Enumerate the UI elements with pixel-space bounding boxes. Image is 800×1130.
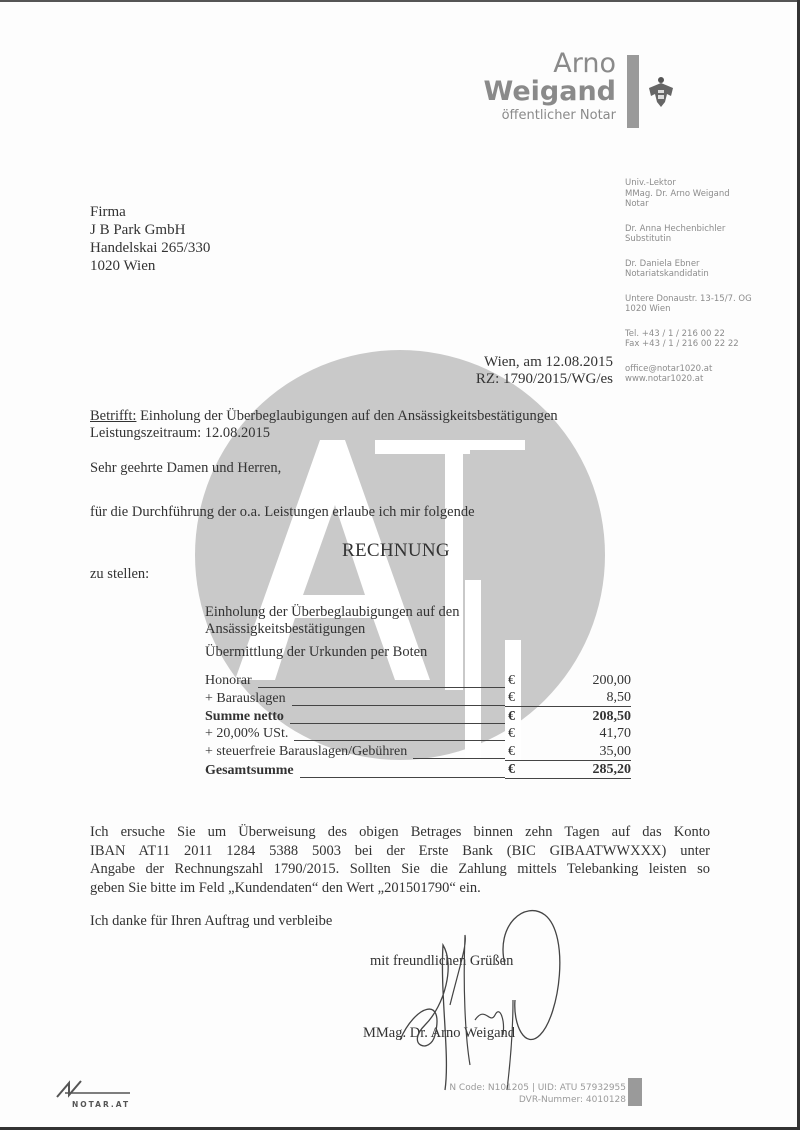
recipient-line: J B Park GmbH	[90, 222, 186, 238]
to-issue-text: zu stellen:	[90, 566, 150, 582]
sidebar-line: Substitutin	[625, 234, 672, 244]
calc-amount: 285,20	[522, 760, 631, 779]
payment-paragraph	[90, 823, 710, 897]
intro-text: für die Durchführung der o.a. Leistungen erlaube ich mir folgende	[90, 504, 475, 520]
sidebar-group-web	[625, 364, 752, 385]
date-reference-block	[476, 354, 613, 388]
recipient-line: Firma	[90, 204, 126, 220]
calc-fill-line	[290, 723, 505, 724]
invoice-calculation-table	[205, 671, 631, 779]
calc-row	[205, 725, 631, 743]
subject-block	[90, 408, 558, 442]
scan-edge-top	[0, 0, 800, 2]
calc-label: + 20,00% USt.	[205, 726, 289, 741]
austrian-eagle-icon	[646, 74, 676, 110]
sidebar-line: Dr. Daniela Ebner	[625, 258, 700, 269]
handwritten-signature	[395, 905, 575, 1095]
signatory-name: MMag. Dr. Arno Weigand	[363, 1025, 516, 1041]
salutation: Sehr geehrte Damen und Herren,	[90, 460, 282, 476]
payment-line: IBAN AT11 2011 1284 5388 5003 bei der Erste Bank (BIC GIBAATWWXXX) unter	[90, 842, 710, 859]
sidebar-line: Notar	[625, 199, 649, 209]
calc-label: Summe netto	[205, 708, 284, 724]
calc-amount: 41,70	[599, 726, 631, 741]
service-item: Übermittlung der Urkunden per Boten	[205, 644, 428, 660]
reference-number: RZ: 1790/2015/WG/es	[475, 371, 613, 387]
calc-amount: 35,00	[522, 742, 631, 760]
logo-divider-bar	[627, 55, 639, 128]
sidebar-email: office@notar1020.at	[625, 363, 713, 374]
sidebar-line: Univ.-Lektor	[625, 178, 676, 188]
notar-at-logo-text: NOTAR.AT	[72, 1100, 131, 1109]
service-item: Einholung der Überbeglaubigungen auf den	[205, 604, 460, 620]
calc-fill-line	[300, 777, 505, 778]
currency-symbol: €	[505, 689, 522, 707]
currency-symbol: €	[508, 726, 515, 741]
calc-label: Honorar	[205, 672, 252, 688]
footer-bar	[628, 1078, 642, 1106]
date-line: Wien, am 12.08.2015	[484, 354, 613, 370]
calc-row	[205, 689, 631, 707]
sidebar-website: www.notar1020.at	[625, 374, 704, 384]
calc-row	[205, 742, 631, 760]
logo-subtitle: öffentlicher Notar	[501, 108, 616, 123]
calc-label: + Barauslagen	[205, 690, 286, 706]
currency-symbol: €	[508, 708, 515, 724]
sidebar-line: Fax +43 / 1 / 216 00 22 22	[625, 339, 739, 349]
calc-label: + steuerfreie Barauslagen/Gebühren	[205, 744, 408, 759]
sidebar-group-notary	[625, 178, 752, 210]
sidebar-line: Untere Donaustr. 13-15/7. OG	[625, 293, 752, 304]
letterhead-logo	[484, 50, 616, 124]
sidebar-line: Notariatskandidatin	[625, 269, 709, 279]
recipient-line: Handelskai 265/330	[90, 240, 211, 256]
subject-label: Betrifft:	[90, 408, 137, 424]
sidebar-line: Tel. +43 / 1 / 216 00 22	[625, 328, 725, 339]
payment-line: geben Sie bitte im Feld „Kundendaten“ den Wert „201501790“ ein.	[90, 879, 481, 896]
currency-symbol: €	[505, 760, 522, 779]
calc-fill-line	[292, 705, 505, 706]
service-items	[205, 604, 459, 661]
footer-codes: N Code: N101205 | UID: ATU 57932955	[449, 1083, 626, 1093]
calc-fill-line	[258, 687, 505, 688]
footer-registration-info	[449, 1082, 626, 1106]
recipient-address	[90, 203, 210, 275]
calc-row	[205, 760, 631, 779]
sidebar-group-address	[625, 294, 752, 315]
footer-dvr: DVR-Nummer: 4010128	[518, 1095, 626, 1105]
closing-greeting: mit freundlichen Grüßen	[370, 953, 514, 969]
sidebar-group-phone	[625, 329, 752, 350]
recipient-line: 1020 Wien	[90, 258, 156, 274]
calc-label: Gesamtsumme	[205, 762, 294, 778]
sidebar-group-substitute	[625, 224, 752, 245]
logo-name-last: Weigand	[483, 76, 616, 107]
service-item: Ansässigkeitsbestätigungen	[205, 621, 366, 637]
currency-symbol: €	[505, 742, 522, 760]
calc-amount: 208,50	[592, 708, 631, 724]
calc-row	[205, 671, 631, 689]
sidebar-line: Dr. Anna Hechenbichler	[625, 223, 726, 234]
payment-line: Angabe der Rechnungszahl 1790/2015. Sollten Sie die Zahlung mittels Telebanking leisten so	[90, 861, 710, 877]
thanks-text: Ich danke für Ihren Auftrag und verbleibe	[90, 913, 333, 929]
currency-symbol: €	[508, 672, 515, 688]
payment-line: Ich ersuche Sie um Überweisung des obigen Betrages binnen zehn Tagen auf das Konto	[90, 824, 710, 840]
calc-fill-line	[294, 740, 505, 741]
calc-amount: 200,00	[592, 672, 631, 688]
sidebar-group-candidate	[625, 259, 752, 280]
calc-row	[205, 707, 631, 725]
sidebar-line: MMag. Dr. Arno Weigand	[625, 188, 730, 199]
invoice-title: RECHNUNG	[342, 540, 450, 561]
notary-info-sidebar	[625, 178, 752, 399]
calc-amount: 8,50	[522, 689, 631, 707]
subject-text: Einholung der Überbeglaubigungen auf den Ansässigkeitsbestätigungen	[136, 408, 558, 424]
service-period: Leistungszeitraum: 12.08.2015	[90, 425, 271, 441]
logo-name-first: Arno	[553, 48, 616, 79]
sidebar-line: 1020 Wien	[625, 304, 671, 314]
calc-fill-line	[413, 758, 505, 759]
